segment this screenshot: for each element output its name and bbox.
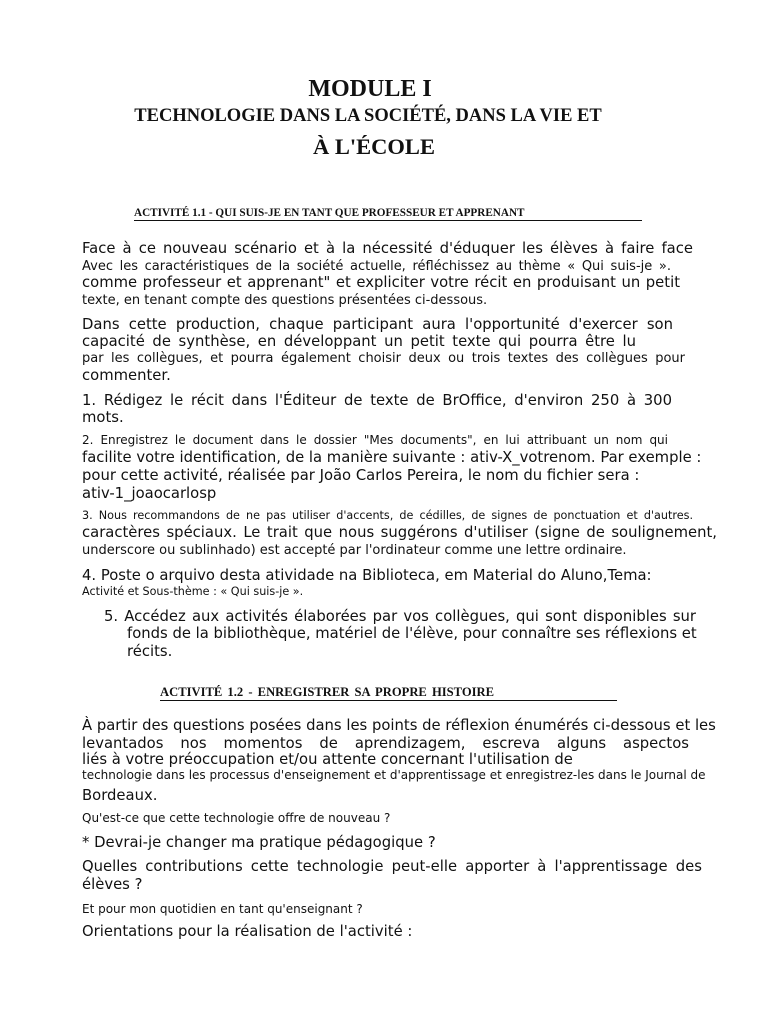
paragraph-line: levantados nos momentos de aprendizagem, escreva alguns aspectos (82, 735, 689, 752)
list-item-5-cont: récits. (127, 643, 173, 660)
paragraph-line: Dans cette production, chaque participant aura l'opportunité d'exercer son (82, 316, 673, 333)
list-item-5: 5. Accédez aux activités élaborées par vos collègues, qui sont disponibles sur (104, 608, 696, 625)
file-name-example: ativ-1_joaocarlosp (82, 485, 217, 502)
activity-2-heading: ACTIVITÉ 1.2 - ENREGISTRER SA PROPRE HISTOIRE (160, 685, 617, 701)
list-item-1-cont: mots. (82, 409, 124, 426)
paragraph-line: capacité de synthèse, en développant un petit texte qui pourra être lu (82, 333, 636, 350)
activity-1-heading: ACTIVITÉ 1.1 - QUI SUIS-JE EN TANT QUE PROFESSEUR ET APPRENANT (134, 207, 642, 221)
module-title: MODULE I (308, 76, 432, 102)
paragraph-line: À partir des questions posées dans les points de réflexion énumérés ci-dessous et les (82, 717, 716, 734)
list-item-4-cont: Activité et Sous-thème : « Qui suis-je ». (82, 585, 304, 598)
paragraph-line: commenter. (82, 367, 171, 384)
module-subtitle-line-1: TECHNOLOGIE DANS LA SOCIÉTÉ, DANS LA VIE ET (134, 106, 602, 126)
list-item-2: 2. Enregistrez le document dans le dossier "Mes documents", en lui attribuant un nom qui (82, 433, 668, 447)
question-2: * Devrai-je changer ma pratique pédagogique ? (82, 834, 436, 851)
list-item-2-cont: facilite votre identification, de la manière suivante : ativ-X_votrenom. Par exemple : (82, 449, 702, 466)
paragraph-line: technologie dans les processus d'enseignement et d'apprentissage et enregistrez-les dans le Journal de (82, 768, 706, 782)
paragraph-line: comme professeur et apprenant" et expliciter votre récit en produisant un petit (82, 274, 680, 291)
paragraph-line: par les collègues, et pourra également choisir deux ou trois textes des collègues pour (82, 351, 685, 366)
paragraph-line: texte, en tenant compte des questions présentées ci-dessous. (82, 293, 488, 308)
list-item-1: 1. Rédigez le récit dans l'Éditeur de texte de BrOffice, d'environ 250 à 300 (82, 392, 672, 409)
list-item-5-cont: fonds de la bibliothèque, matériel de l'élève, pour connaître ses réflexions et (127, 625, 697, 642)
paragraph-line: Avec les caractéristiques de la société actuelle, réfléchissez au thème « Qui suis-je ». (82, 259, 671, 274)
list-item-3-cont: caractères spéciaux. Le trait que nous suggérons d'utiliser (signe de soulignement, (82, 524, 717, 541)
question-3: Quelles contributions cette technologie peut-elle apporter à l'apprentissage des (82, 858, 702, 875)
paragraph-line: Bordeaux. (82, 787, 158, 804)
paragraph-line: Face à ce nouveau scénario et à la nécessité d'éduquer les élèves à faire face (82, 240, 693, 257)
guidelines-heading: Orientations pour la réalisation de l'activité : (82, 923, 413, 940)
list-item-3-cont: underscore ou sublinhado) est accepté par l'ordinateur comme une lettre ordinaire. (82, 543, 627, 558)
question-3-cont: élèves ? (82, 876, 143, 893)
paragraph-line: liés à votre préoccupation et/ou attente concernant l'utilisation de (82, 751, 573, 768)
list-item-3: 3. Nous recommandons de ne pas utiliser d'accents, de cédilles, de signes de ponctuation et d'autres. (82, 509, 693, 522)
question-4: Et pour mon quotidien en tant qu'enseignant ? (82, 902, 363, 916)
module-subtitle-line-2: À L'ÉCOLE (313, 134, 435, 159)
question-1: Qu'est-ce que cette technologie offre de nouveau ? (82, 811, 391, 825)
list-item-4: 4. Poste o arquivo desta atividade na Biblioteca, em Material do Aluno,Tema: (82, 567, 652, 584)
list-item-2-cont: pour cette activité, réalisée par João Carlos Pereira, le nom du fichier sera : (82, 467, 640, 484)
